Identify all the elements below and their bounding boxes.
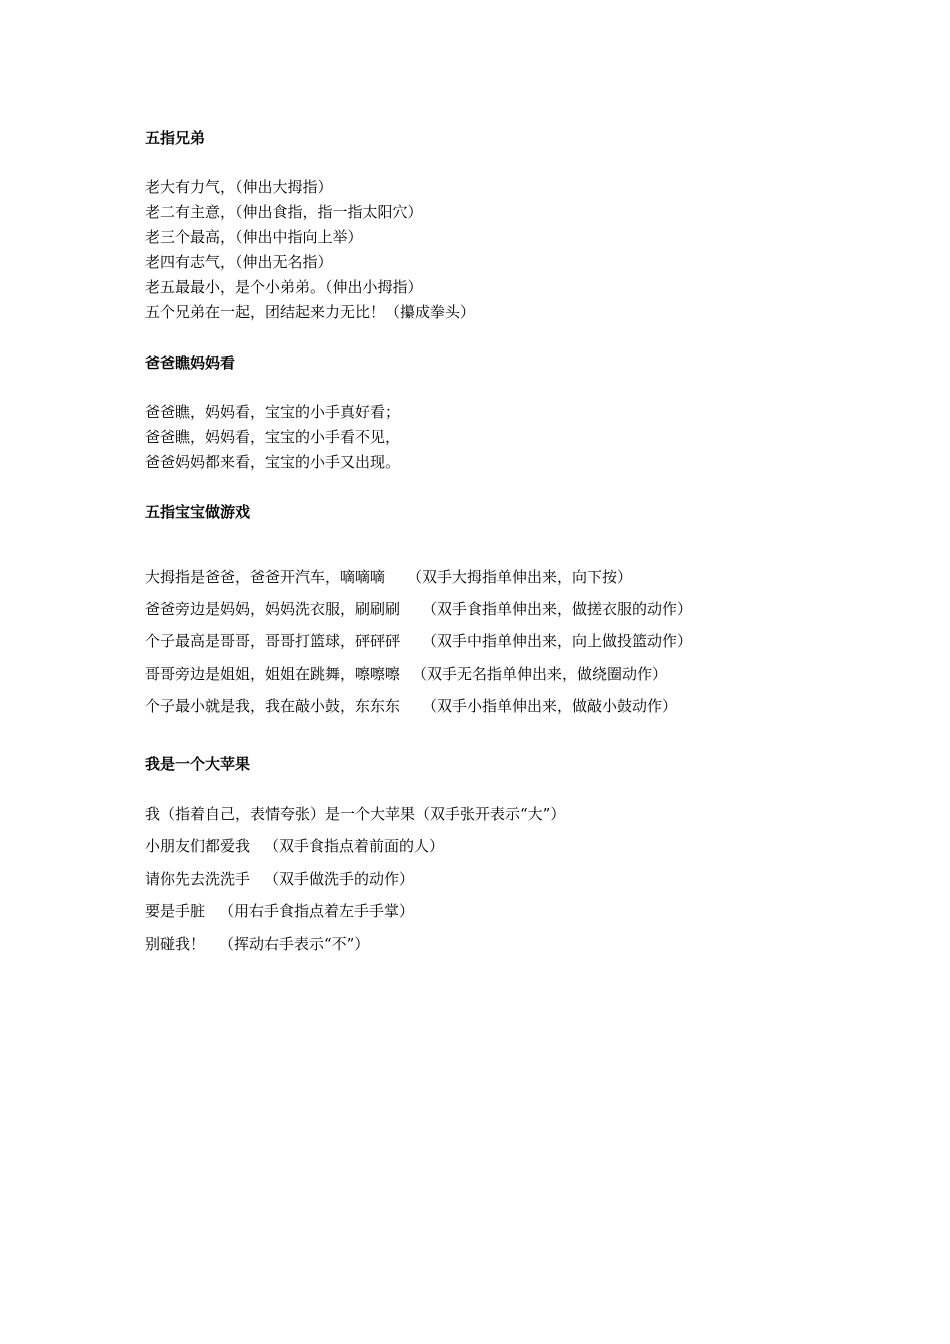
section-title-baba-qiao-mama-kan: 爸爸瞧妈妈看 <box>145 354 236 372</box>
verse-line: 爸爸妈妈都来看，宝宝的小手又出现。 <box>145 453 401 471</box>
verse-line: 我（指着自己，表情夸张）是一个大苹果（双手张开表示“大”） <box>145 805 566 823</box>
verse-line: 请你先去洗洗手 （双手做洗手的动作） <box>145 870 415 888</box>
verse-line: 个子最小就是我，我在敲小鼓，东东东 （双手小指单伸出来，做敲小鼓动作） <box>145 697 678 715</box>
verse-line: 老五最最小，是个小弟弟。（伸出小拇指） <box>145 278 423 296</box>
section-title-wuzhi-baobao: 五指宝宝做游戏 <box>145 503 251 521</box>
verse-line: 个子最高是哥哥，哥哥打篮球，砰砰砰 （双手中指单伸出来，向上做投篮动作） <box>145 632 693 650</box>
verse-line: 爸爸瞧，妈妈看，宝宝的小手看不见， <box>145 428 401 446</box>
section-title-da-pingguo: 我是一个大苹果 <box>145 755 251 773</box>
verse-line: 大拇指是爸爸，爸爸开汽车，嘀嘀嘀 （双手大拇指单伸出来，向下按） <box>145 568 633 586</box>
verse-line: 哥哥旁边是姐姐，姐姐在跳舞，嚓嚓嚓 （双手无名指单伸出来，做绕圈动作） <box>145 665 668 683</box>
verse-line: 老三个最高，（伸出中指向上举） <box>145 228 363 246</box>
verse-line: 别碰我！ （挥动右手表示“不”） <box>145 935 370 953</box>
verse-line: 要是手脏 （用右手食指点着左手手掌） <box>145 902 415 920</box>
verse-line: 老大有力气，（伸出大拇指） <box>145 178 333 196</box>
verse-line: 老四有志气，（伸出无名指） <box>145 253 333 271</box>
verse-line: 爸爸瞧，妈妈看，宝宝的小手真好看； <box>145 403 401 421</box>
verse-line: 五个兄弟在一起，团结起来力无比！（攥成拳头） <box>145 303 476 321</box>
verse-line: 老二有主意，（伸出食指，指一指太阳穴） <box>145 203 423 221</box>
section-title-wuzhi-xiongdi: 五指兄弟 <box>145 129 206 147</box>
verse-line: 小朋友们都爱我 （双手食指点着前面的人） <box>145 837 445 855</box>
verse-line: 爸爸旁边是妈妈，妈妈洗衣服，刷刷刷 （双手食指单伸出来，做搓衣服的动作） <box>145 600 693 618</box>
